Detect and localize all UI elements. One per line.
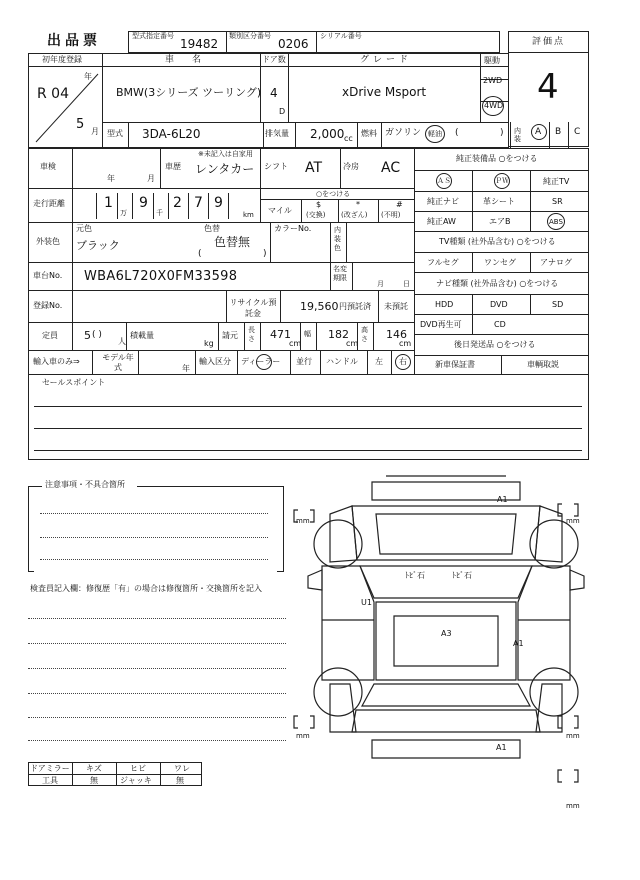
fuel-paren-close: )	[500, 128, 504, 138]
mileage-circle-note: ○をつける	[316, 190, 351, 198]
displacement-label: 排気量	[265, 129, 289, 138]
cc-unit: cc	[344, 134, 353, 143]
history-label: 車歴	[165, 162, 181, 171]
mileage-label: 走行距離	[33, 199, 65, 208]
navi-sd[interactable]: SD	[552, 300, 564, 309]
ac-value: AC	[381, 160, 401, 176]
drive-label: 駆動	[484, 56, 500, 65]
navi-dvd[interactable]: DVD	[490, 300, 508, 309]
width-cm: cm	[346, 339, 359, 348]
mm-label-rl: mm	[296, 732, 310, 740]
interior-color-label: 内装色	[334, 226, 341, 252]
handle-right[interactable]: 右	[399, 357, 407, 366]
handle-left[interactable]: 左	[375, 357, 383, 366]
serial-label: シリアル番号	[320, 32, 362, 40]
name-change-day: 日	[403, 280, 410, 288]
diagram-left-door: U1	[361, 598, 372, 607]
mileage-man: 万	[120, 209, 127, 217]
color-original: ブラック	[76, 239, 120, 252]
equip-leather[interactable]: 革シート	[483, 197, 515, 206]
height-label: 高さ	[361, 326, 368, 343]
mileage-unit-tamper[interactable]: (改ざん)	[341, 211, 368, 219]
capacity-value: 5	[84, 329, 91, 342]
diagram-windshield-left: ﾄﾋﾞ石	[405, 571, 425, 580]
mileage-unit-unknown[interactable]: (不明)	[381, 211, 401, 219]
mm-label-fr: mm	[566, 517, 580, 525]
doors-label: ドア数	[262, 55, 286, 64]
diagram-front-mark: A1	[497, 495, 508, 504]
mileage-sen: 千	[156, 209, 163, 217]
interior-b[interactable]: B	[555, 127, 562, 137]
mileage-km: km	[243, 211, 254, 219]
model-designation-label: 型式指定番号	[132, 32, 174, 40]
capacity-label: 定員	[42, 331, 58, 340]
legend-crack: ヒビ	[130, 764, 146, 773]
mileage-digit-1: 1	[104, 195, 113, 211]
diagram-rear-mark: A1	[496, 743, 507, 752]
model-year-label: モデル年式	[102, 353, 134, 372]
diagram-windshield-right: ﾄﾋﾞ石	[452, 571, 472, 580]
recycle-value: 19,560	[300, 300, 339, 313]
equip-tv[interactable]: 純正TV	[543, 177, 570, 186]
first-reg-year: R 04	[37, 86, 69, 102]
first-reg-month: 5	[76, 117, 85, 132]
height-value: 146	[386, 328, 407, 341]
equip-as[interactable]: ＡＳ	[437, 177, 451, 185]
recycle-label: リサイクル預託金	[229, 298, 277, 318]
ac-label: 冷房	[343, 162, 359, 171]
request-label: 請元	[222, 331, 238, 340]
load-kg: kg	[204, 339, 214, 348]
name-change-month: 月	[377, 280, 384, 288]
model-designation-value: 19482	[180, 37, 219, 51]
month-unit: 月	[91, 127, 99, 136]
doors-value: 4	[270, 86, 278, 100]
mm-label-fl: mm	[296, 517, 310, 525]
equip-aw[interactable]: 純正AW	[427, 217, 456, 226]
vin-value: WBA6L720X0FM33598	[84, 269, 238, 284]
dvd-label: DVD再生可	[420, 320, 462, 329]
capacity-unit: 人	[118, 337, 126, 346]
tv-title: TV種類 (社外品含む) ○をつける	[439, 237, 556, 246]
diagram-right-door: A1	[513, 639, 524, 648]
category-label: 類別区分番号	[229, 32, 271, 40]
car-diagram	[290, 470, 610, 810]
car-name-label: 車名	[165, 55, 220, 65]
form-title: 出品票	[47, 33, 101, 49]
equip-sr[interactable]: SR	[552, 197, 563, 206]
later-title: 後日発送品 ○をつける	[454, 340, 536, 349]
later-warranty[interactable]: 新車保証書	[435, 360, 475, 369]
displacement-value: 2,000	[310, 127, 345, 141]
inspection-month: 月	[147, 174, 155, 183]
not-deposited[interactable]: 未預託	[384, 302, 408, 311]
shift-value: AT	[305, 160, 323, 176]
drive-4wd[interactable]: 4WD	[484, 101, 504, 110]
mm-label-spare: mm	[566, 802, 580, 810]
color-repaint-label: 色替	[204, 224, 220, 233]
mileage-unit-swap-top[interactable]: $	[316, 200, 322, 209]
fuel-value: ガソリン	[385, 128, 422, 138]
equip-navi[interactable]: 純正ナビ	[427, 197, 459, 206]
tv-analog[interactable]: アナログ	[540, 258, 572, 267]
mileage-digit-4: 7	[194, 195, 203, 211]
color-original-label: 元色	[76, 224, 92, 233]
doors-d: D	[279, 107, 286, 116]
tv-full[interactable]: フルセグ	[427, 258, 459, 267]
height-cm: cm	[399, 339, 412, 348]
inspection-label: 車検	[40, 162, 56, 171]
fuel-label: 燃料	[361, 129, 377, 138]
grade-label: グレード	[360, 55, 413, 65]
color-repaint: 色替無	[214, 235, 251, 249]
interior-label: 内装	[514, 127, 521, 143]
model-year-unit: 年	[182, 364, 190, 373]
mm-label-rr: mm	[566, 732, 580, 740]
dealer-circle	[256, 354, 272, 370]
navi-title: ナビ種類 (社外品含む) ○をつける	[436, 279, 559, 288]
import-parallel[interactable]: 並行	[296, 357, 312, 366]
rating-value: 4	[537, 67, 559, 107]
diagram-roof: A3	[441, 629, 452, 638]
legend-break: ワレ	[174, 764, 190, 773]
width-value: 182	[328, 328, 349, 341]
legend-tool: 工具	[42, 776, 58, 785]
mileage-digit-3: 2	[173, 195, 182, 211]
grade-value: xDrive Msport	[342, 85, 427, 99]
category-value: 0206	[278, 37, 309, 51]
later-manual[interactable]: 車輌取説	[527, 360, 559, 369]
length-label: 長さ	[248, 326, 255, 343]
fuel-paren: (	[455, 128, 459, 138]
import-type-label: 輸入区分	[199, 357, 231, 366]
mileage-digit-5: 9	[214, 195, 223, 211]
shift-label: シフト	[264, 162, 288, 171]
width-label: 幅	[304, 330, 311, 338]
color-paren-close: )	[263, 249, 267, 259]
load-label: 積載量	[130, 331, 154, 340]
equip-airbag[interactable]: エアB	[489, 217, 511, 226]
fuel-selected[interactable]: 軽油	[428, 130, 442, 138]
first-reg-label: 初年度登録	[42, 55, 82, 64]
capacity-paren: ( )	[92, 330, 102, 340]
drive-2wd[interactable]: 2WD	[483, 76, 503, 85]
name-change-label: 名変期限	[333, 265, 347, 282]
legend-mirror: ドアミラー	[30, 764, 70, 773]
equipment-title: 純正装備品 ○をつける	[456, 154, 538, 163]
model-value: 3DA-6L20	[142, 127, 201, 141]
notes-label: 注意事項・不具合箇所	[45, 480, 125, 489]
inspection-year: 年	[107, 174, 115, 183]
history-note: ※未記入は自家用	[198, 150, 253, 158]
recycle-unit: 円預託済	[339, 302, 371, 311]
rating-label: 評価点	[532, 37, 566, 47]
history-value: レンタカー	[195, 162, 255, 176]
vin-label: 車台No.	[33, 271, 63, 280]
legend-jack-none: 無	[176, 776, 184, 785]
mileage-unit-mile[interactable]: マイル	[268, 206, 292, 215]
length-cm: cm	[289, 339, 302, 348]
dvd-cd[interactable]: CD	[494, 320, 506, 329]
length-value: 471	[270, 328, 291, 341]
import-only-label: 輸入車のみ⇒	[33, 357, 80, 366]
tv-one[interactable]: ワンセグ	[484, 258, 516, 267]
navi-hdd[interactable]: HDD	[435, 300, 454, 309]
mileage-unit-unknown-top[interactable]: #	[396, 200, 403, 209]
year-unit: 年	[84, 72, 92, 81]
mileage-digit-2: 9	[139, 195, 148, 211]
registration-label: 登録No.	[33, 301, 63, 310]
interior-c[interactable]: C	[574, 127, 581, 137]
model-label: 型式	[107, 129, 123, 138]
legend-jack: ジャッキ	[120, 776, 152, 785]
handle-label: ハンドル	[326, 357, 358, 366]
inspector-label: 検査員記入欄：修復歴「有」の場合は修復箇所・交換箇所を記入	[30, 584, 262, 593]
car-name: BMW(3シリーズ ツーリング)	[116, 86, 262, 99]
color-number-label: カラーNo.	[274, 224, 312, 233]
color-paren: (	[198, 249, 202, 259]
sales-points-label: セールスポイント	[42, 378, 106, 387]
mileage-unit-swap[interactable]: (交換)	[306, 211, 326, 219]
legend-tool-none: 無	[90, 776, 98, 785]
interior-a[interactable]: A	[535, 127, 542, 137]
import-dealer[interactable]: ディーラー	[241, 357, 281, 366]
equip-abs[interactable]: ABS	[549, 218, 563, 226]
equip-pw[interactable]: ＰＷ	[495, 177, 509, 185]
mileage-unit-tamper-top[interactable]: *	[356, 200, 360, 209]
legend-scratch: キズ	[86, 764, 102, 773]
color-label: 外装色	[36, 237, 60, 246]
